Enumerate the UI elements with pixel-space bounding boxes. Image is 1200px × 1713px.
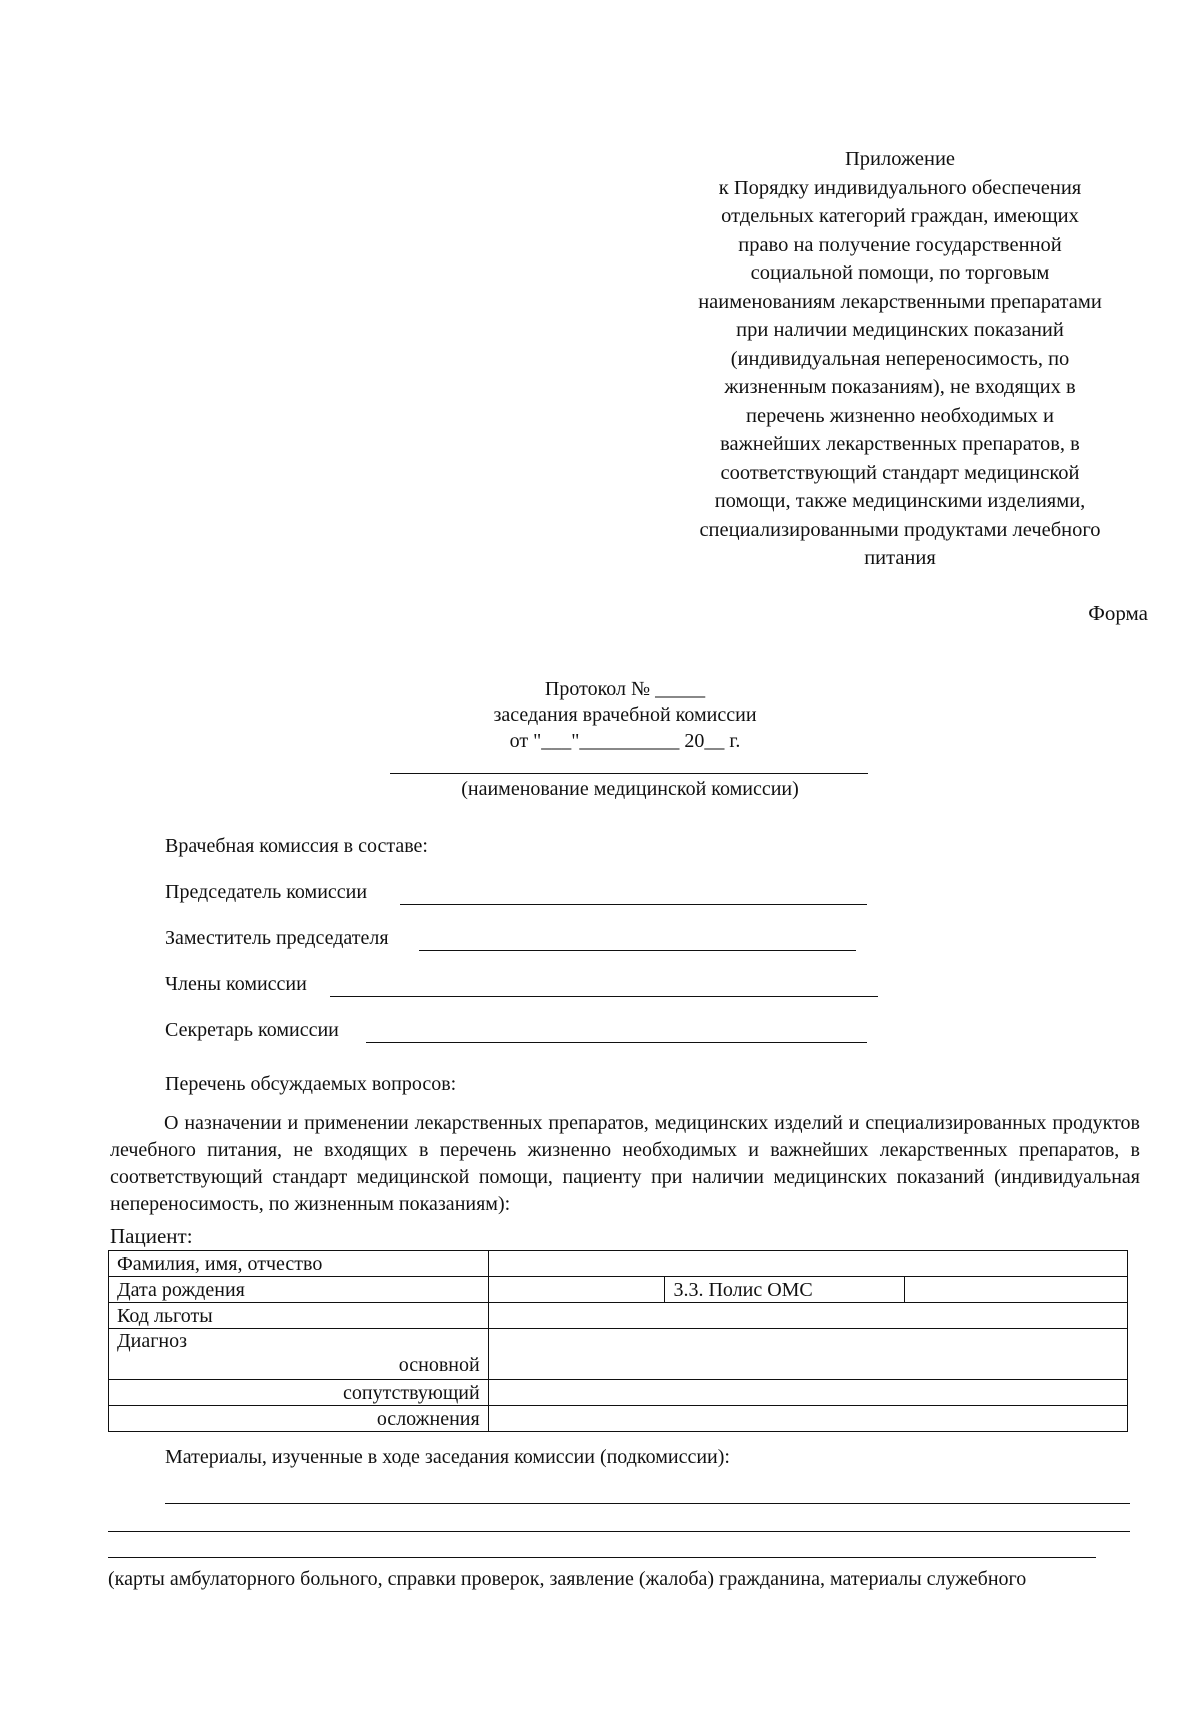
appendix-line: жизненным показаниям), не входящих в <box>724 376 1076 398</box>
deputy-label: Заместитель председателя <box>165 927 389 949</box>
table-row <box>109 1251 1128 1277</box>
materials-line-2[interactable] <box>108 1531 1130 1532</box>
secretary-label: Секретарь комиссии <box>165 1019 339 1041</box>
appendix-line: специализированными продуктами лечебного <box>699 518 1101 541</box>
appendix-line: отдельных категорий граждан, имеющих <box>721 205 1079 227</box>
policy-label: 3.3. Полис ОМС <box>665 1277 905 1303</box>
appendix-line: наименованиям лекарственными препаратами <box>698 290 1102 313</box>
appendix-line: важнейших лекарственных препаратов, в <box>720 433 1080 455</box>
materials-line-3[interactable] <box>108 1557 1096 1558</box>
protocol-date <box>0 728 1200 754</box>
appendix-line: питания <box>864 547 936 569</box>
members-label: Члены комиссии <box>165 973 307 995</box>
appendix-line: Приложение <box>844 148 956 170</box>
patient-label: Пациент: <box>110 1224 193 1248</box>
protocol-date-line: от "___"__________ 20__ г. <box>509 730 741 752</box>
members-field[interactable] <box>330 996 878 997</box>
table-row <box>109 1406 1128 1432</box>
issue-paragraph: О назначении и применении лекарственных препаратов, медицинских изделий и специализированных продуктов лечебного питания, не входящих в перечень жизненно необходимых и важнейших лекарственных препаратов, в соответствующий стандарт медицинской помощи, пациенту при наличии медицинских показаний (индивидуальная непереносимость, по жизненным показаниям): <box>110 1112 1140 1215</box>
policy-value[interactable] <box>905 1277 1128 1303</box>
composition-intro: Врачебная комиссия в составе: <box>165 835 428 857</box>
secretary-field[interactable] <box>366 1042 867 1043</box>
birth-date-label: Дата рождения <box>109 1277 489 1303</box>
main-diagnosis-value[interactable] <box>488 1329 1127 1380</box>
diagnosis-label: Диагноз <box>117 1330 188 1352</box>
appendix-header <box>640 145 1160 573</box>
benefit-code-label: Код льготы <box>109 1303 489 1329</box>
concomitant-label: сопутствующий <box>109 1380 489 1406</box>
protocol-subtitle-text: заседания врачебной комиссии <box>493 704 757 726</box>
appendix-line: (индивидуальная непереносимость, по <box>730 347 1070 370</box>
chairman-label: Председатель комиссии <box>165 881 368 903</box>
patient-table <box>108 1250 1128 1432</box>
full-name-value[interactable] <box>488 1251 1127 1277</box>
table-row <box>109 1303 1128 1329</box>
main-diagnosis-label: основной <box>398 1354 480 1376</box>
appendix-line: к Порядку индивидуального обеспечения <box>718 176 1082 199</box>
appendix-line: право на получение государственной <box>738 233 1062 256</box>
materials-label: Материалы, изученные в ходе заседания комиссии (подкомиссии): <box>165 1446 730 1468</box>
protocol-title <box>0 676 1200 702</box>
deputy-field[interactable] <box>419 950 856 951</box>
commission-name-line[interactable] <box>390 773 868 774</box>
commission-name-caption: (наименование медицинской комиссии) <box>461 778 799 800</box>
materials-line-1[interactable] <box>165 1503 1130 1504</box>
complications-label: осложнения <box>109 1406 489 1432</box>
complications-value[interactable] <box>488 1406 1127 1432</box>
birth-date-value[interactable] <box>488 1277 665 1303</box>
chairman-field[interactable] <box>400 904 867 905</box>
table-row <box>109 1277 1128 1303</box>
appendix-line: помощи, также медицинскими изделиями, <box>714 490 1086 512</box>
diagnosis-cell <box>109 1329 489 1380</box>
materials-footnote: (карты амбулаторного больного, справки проверок, заявление (жалоба) гражданина, материалы служебного <box>108 1568 1027 1590</box>
protocol-subtitle <box>0 702 1200 728</box>
table-row <box>109 1329 1128 1380</box>
issues-label: Перечень обсуждаемых вопросов: <box>165 1073 457 1095</box>
appendix-line: при наличии медицинских показаний <box>736 319 1064 341</box>
appendix-line: перечень жизненно необходимых и <box>746 404 1054 427</box>
full-name-label: Фамилия, имя, отчество <box>109 1251 489 1277</box>
concomitant-value[interactable] <box>488 1380 1127 1406</box>
appendix-line: социальной помощи, по торговым <box>750 262 1050 284</box>
form-label: Форма <box>1088 601 1148 625</box>
benefit-code-value[interactable] <box>488 1303 1127 1329</box>
protocol-number-line: Протокол № _____ <box>544 678 706 700</box>
table-row <box>109 1380 1128 1406</box>
appendix-line: соответствующий стандарт медицинской <box>720 461 1080 484</box>
